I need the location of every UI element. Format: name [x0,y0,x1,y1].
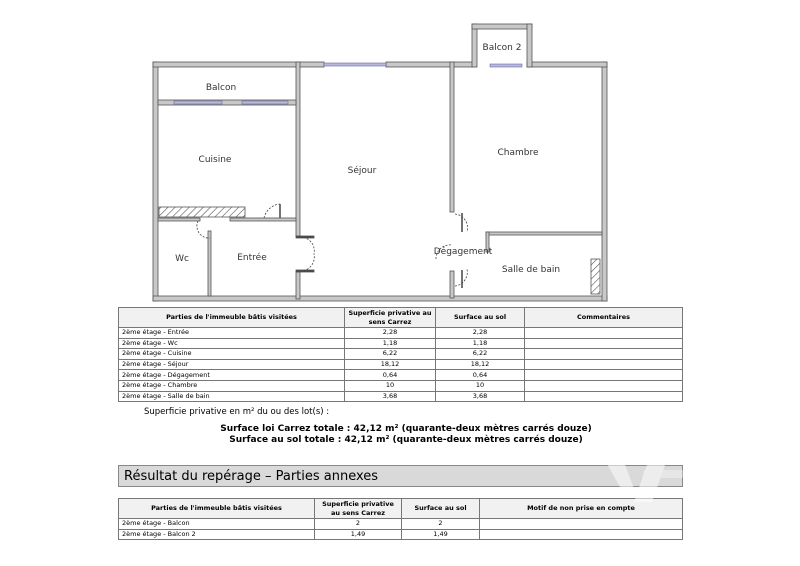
table-row [119,338,683,349]
header-carrez: Superficie privative au sens Carrez [315,499,402,519]
cell-carrez: 6,22 [345,349,436,360]
cell-partie: 2ème étage - Cuisine [119,349,345,360]
cell-partie: 2ème étage - Chambre [119,380,345,391]
table-row [119,519,683,530]
cell-sol: 1,18 [436,338,525,349]
room-label-cuisine: Cuisine [198,155,232,165]
cell-partie: 2ème étage - Séjour [119,359,345,370]
table-header-row [119,499,683,519]
cell-carrez: 3,68 [345,391,436,402]
room-label-balcon-2: Balcon 2 [482,43,522,53]
cell-carrez: 1,18 [345,338,436,349]
cell-partie: 2ème étage - Salle de bain [119,391,345,402]
cell-commentaire [525,370,683,381]
room-label-wc: Wc [175,254,189,264]
cell-partie: 2ème étage - Wc [119,338,345,349]
header-sol: Surface au sol [402,499,480,519]
section-title-annexes: Résultat du repérage – Parties annexes [118,465,683,487]
header-carrez: Superficie privative au sens Carrez [345,308,436,328]
cell-partie: 2ème étage - Entrée [119,328,345,339]
room-label-sejour: Séjour [347,166,377,176]
cell-carrez: 2 [315,519,402,530]
table-row [119,370,683,381]
cell-carrez: 2,28 [345,328,436,339]
table-row [119,380,683,391]
room-label-salle-de-bain: Salle de bain [501,265,561,275]
table-row [119,359,683,370]
header-motif: Motif de non prise en compte [480,499,683,519]
cell-sol: 2,28 [436,328,525,339]
cell-commentaire [525,380,683,391]
cell-commentaire [525,359,683,370]
cell-commentaire [525,349,683,360]
table-row [119,529,683,540]
header-sol: Surface au sol [436,308,525,328]
cell-carrez: 18,12 [345,359,436,370]
table-row [119,328,683,339]
superficie-note: Superficie privative en m² du ou des lot(s) : [144,407,330,417]
cell-motif [480,529,683,540]
sol-total: Surface au sol totale : 42,12 m² (quarante-deux mètres carrés douze) [229,435,583,445]
room-label-balcon: Balcon [205,83,237,93]
cell-sol: 3,68 [436,391,525,402]
annexes-table [118,498,683,540]
carrez-total: Surface loi Carrez totale : 42,12 m² (quarante-deux mètres carrés douze) [220,424,592,434]
room-label-entree: Entrée [237,253,267,263]
surface-table [118,307,683,402]
cell-sol: 1,49 [402,529,480,540]
cell-carrez: 10 [345,380,436,391]
table-header-row [119,308,683,328]
cell-commentaire [525,328,683,339]
cell-carrez: 0,64 [345,370,436,381]
header-commentaires: Commentaires [525,308,683,328]
cell-carrez: 1,49 [315,529,402,540]
cell-sol: 0,64 [436,370,525,381]
watermark-logo-icon [604,462,684,522]
cell-sol: 2 [402,519,480,530]
header-parties: Parties de l'immeuble bâtis visitées [119,308,345,328]
room-label-chambre: Chambre [497,148,539,158]
cell-commentaire [525,338,683,349]
cell-partie: 2ème étage - Balcon 2 [119,529,315,540]
cell-partie: 2ème étage - Dégagement [119,370,345,381]
cell-sol: 18,12 [436,359,525,370]
cell-sol: 10 [436,380,525,391]
table-row [119,391,683,402]
table-row [119,349,683,360]
header-parties: Parties de l'immeuble bâtis visitées [119,499,315,519]
cell-sol: 6,22 [436,349,525,360]
cell-partie: 2ème étage - Balcon [119,519,315,530]
room-label-degagement: Dégagement [433,247,493,257]
cell-commentaire [525,391,683,402]
